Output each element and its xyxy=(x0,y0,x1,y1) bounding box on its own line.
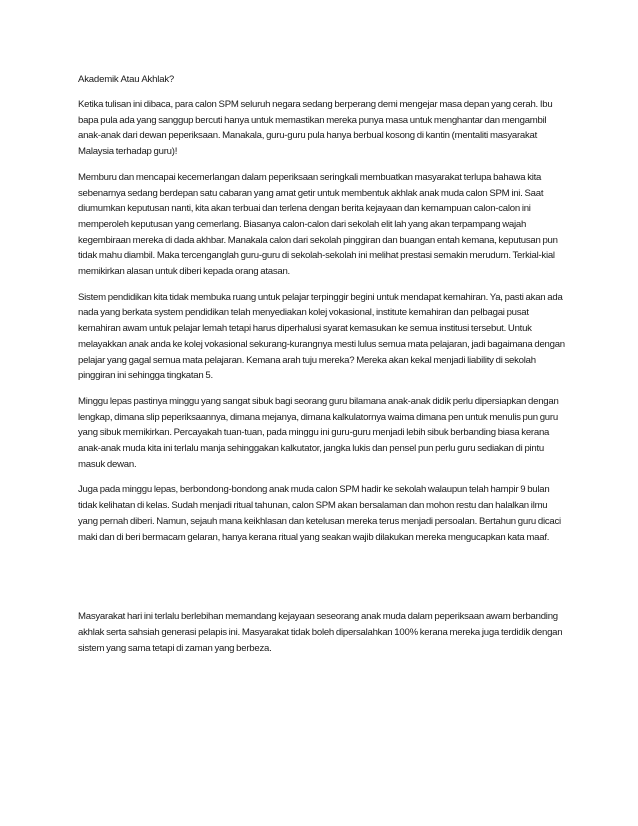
paragraph-4: Minggu lepas pastinya minggu yang sangat sibuk bagi seorang guru bilamana anak-anak didik perlu dipersiapkan dengan lengkap, dimana slip peperiksaannya, dimana mejanya, dimana kalkulatornya waima dimana pen untuk menulis pun guru yang sibuk memikirkan. Percayakah tuan-tuan, pada minggu ini guru-guru menjadi lebih sibuk berbanding biasa kerana anak-anak muda kita ini terlalu manja sehinggakan kalkutator, jangka lukis dan pensel pun perlu guru sediakan di pintu masuk dewan. xyxy=(78,395,559,470)
paragraph-1: Ketika tulisan ini dibaca, para calon SPM seluruh negara sedang berperang demi mengejar masa depan yang cerah. Ibu bapa pula ada yang sanggup bercuti hanya untuk memastikan mereka punya masa untuk menghantar dan mengambil anak-anak dari dewan peperiksaan. Manakala, guru-guru pula hanya berbual kosong di kantin (mentaliti masyarakat Malaysia terhadap guru)! xyxy=(78,99,553,158)
paragraph-3: Sistem pendidikan kita tidak membuka ruang untuk pelajar terpinggir begini untuk mendapat kemahiran. Ya, pasti akan ada nada yang berkata system pendidikan telah menyediakan kolej vokasional, institute kemahiran dan pelbagai pusat kemahiran awam untuk pelajar lemah tetapi harus diperhalusi syarat kemasukan ke semua institusi tersebut. Untuk melayakkan anak anda ke kolej vokasional sekurang-kurangnya mesti lulus semua mata pelajaran, jadi bagaimana dengan pelajar yang gagal semua mata pelajaran. Kemana arah tuju mereka? Mereka akan kekal menjadi liability di sekolah pinggiran ini sehingga tingkatan 5. xyxy=(78,291,565,382)
document-title: Akademik Atau Akhlak? xyxy=(78,74,175,85)
paragraph-6: Masyarakat hari ini terlalu berlebihan memandang kejayaan seseorang anak muda dalam peperiksaan awam berbanding akhlak serta sahsiah generasi pelapis ini. Masyarakat tidak boleh dipersalahkan 100% kerana mereka juga terdidik dengan sistem yang sama tetapi di zaman yang berbeza. xyxy=(78,611,563,654)
document-page xyxy=(78,74,566,666)
paragraph-2: Memburu dan mencapai kecemerlangan dalam peperiksaan seringkali membuatkan masyarakat terlupa bahawa kita sebenarnya sedang berdepan satu cabaran yang amat getir untuk membentuk akhlak anak muda calon SPM ini. Saat diumumkan keputusan nanti, kita akan terbuai dan terlena dengan berita kejayaan dan kemampuan calon-calon ini memperoleh keputusan yang cemerlang. Biasanya calon-calon dari sekolah elit lah yang akan terpampang wajah kegembiraan mereka di dada akhbar. Manakala calon dari sekolah pinggiran dan buangan entah kemana, keputusan pun tidak mahu diambil. Maka tercenganglah guru-guru di sekolah-sekolah ini melihat prestasi semakin merudum. Terkial-kial memikirkan alasan untuk diberi kepada orang atasan. xyxy=(78,171,558,278)
blank-gap xyxy=(78,555,566,609)
paragraph-5: Juga pada minggu lepas, berbondong-bondong anak muda calon SPM hadir ke sekolah walaupun telah hampir 9 bulan tidak kelihatan di kelas. Sudah menjadi ritual tahunan, calon SPM akan bersalaman dan mohon restu dan halalkan ilmu yang pernah diberi. Namun, sejauh mana keikhlasan dan ketelusan mereka terus menjadi persoalan. Bertahun guru dicaci maki dan di beri bermacam gelaran, hanya kerana ritual yang seakan wajib dilakukan mereka mengucapkan kata maaf. xyxy=(78,484,561,543)
